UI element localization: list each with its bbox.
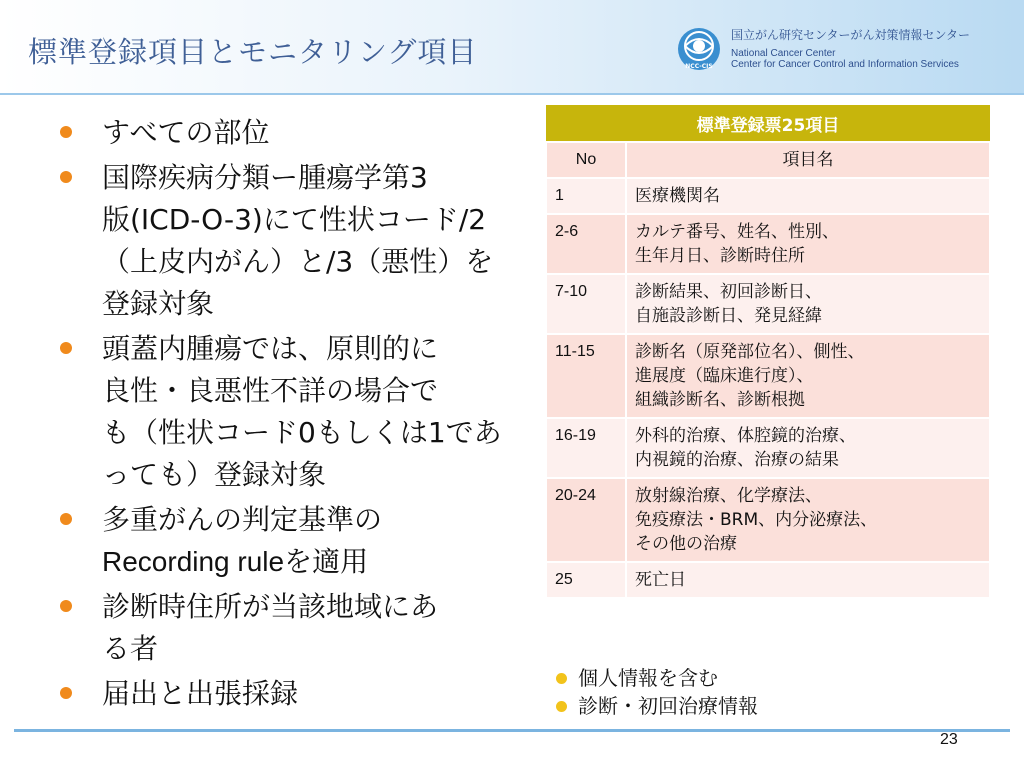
registration-items-table — [545, 105, 991, 599]
bullet-text: Recording ruleを適用 — [102, 546, 369, 577]
row-no: 1 — [546, 178, 626, 214]
bullet-text: 届出と出張採録 — [102, 677, 299, 710]
header-divider — [0, 93, 1024, 95]
note-item — [556, 664, 758, 692]
row-item-line: 内視鏡的治療、治療の結果 — [635, 450, 839, 470]
table-row — [546, 178, 990, 214]
row-item-line: カルテ番号、姓名、性別、 — [635, 222, 839, 242]
row-item-line: 生年月日、診断時住所 — [635, 246, 805, 266]
slide-title: 標準登録項目とモニタリング項目 — [28, 35, 478, 69]
bullet-dot — [60, 687, 72, 699]
bullet-text: っても）登録対象 — [102, 458, 327, 491]
bullet-text: る者 — [102, 632, 159, 665]
bullet-dot — [60, 513, 72, 525]
bullet-text: 診断時住所が当該地域にあ — [102, 590, 439, 623]
row-items — [626, 334, 990, 418]
bullet-text: （上皮内がん）と/3（悪性）を — [102, 245, 494, 278]
organization-block — [731, 26, 970, 70]
row-no: 16-19 — [546, 418, 626, 478]
row-no: 2-6 — [546, 214, 626, 274]
table-row — [546, 418, 990, 478]
note-item — [556, 692, 758, 720]
bullet-text: 登録対象 — [102, 287, 215, 320]
column-header-name: 項目名 — [626, 142, 990, 178]
ncc-logo — [676, 26, 722, 72]
row-no: 20-24 — [546, 478, 626, 562]
row-items — [626, 562, 990, 598]
bullet-text: 多重がんの判定基準の — [102, 503, 383, 536]
row-item-line: 外科的治療、体腔鏡的治療、 — [635, 426, 856, 446]
row-item-line: 免疫療法・BRM、内分泌療法、 — [635, 510, 878, 530]
bullet-item — [60, 586, 510, 670]
page-number: 23 — [940, 731, 958, 748]
table-caption: 標準登録票25項目 — [546, 105, 990, 142]
table-row — [546, 562, 990, 598]
bullet-item — [60, 157, 510, 325]
row-item-line: 自施設診断日、発見経緯 — [635, 306, 822, 326]
bullet-text: も（性状コード0もしくは1であ — [102, 416, 502, 449]
row-item-line: 進展度（臨床進行度）、 — [635, 366, 814, 386]
bullet-dot — [60, 171, 72, 183]
row-no: 25 — [546, 562, 626, 598]
row-item-line: 診断結果、初回診断日、 — [635, 282, 822, 302]
bullet-dot — [60, 600, 72, 612]
notes-list — [556, 664, 758, 720]
row-no: 11-15 — [546, 334, 626, 418]
row-items — [626, 478, 990, 562]
table-row — [546, 334, 990, 418]
bullet-text: 版(ICD-O-3)にて性状コード/2 — [102, 203, 487, 236]
row-no: 7-10 — [546, 274, 626, 334]
org-name-ja: 国立がん研究センターがん対策情報センター — [731, 28, 971, 42]
table-row — [546, 214, 990, 274]
row-items — [626, 178, 990, 214]
bullet-text: 頭蓋内腫瘍では、原則的に — [102, 332, 439, 365]
org-name-en: National Cancer Center — [731, 48, 836, 59]
bullet-text: 良性・良悪性不詳の場合で — [102, 374, 439, 407]
bullet-dot — [60, 126, 72, 138]
table-row — [546, 274, 990, 334]
row-item-line: 診断名（原発部位名）、側性、 — [635, 342, 865, 362]
row-item-line: 医療機関名 — [635, 186, 720, 206]
bullet-item — [60, 328, 510, 496]
table-row — [546, 478, 990, 562]
footer-divider — [14, 729, 1010, 732]
row-item-line: 死亡日 — [635, 570, 686, 590]
row-items — [626, 214, 990, 274]
note-dot — [556, 673, 567, 684]
row-items — [626, 274, 990, 334]
note-dot — [556, 701, 567, 712]
bullet-list — [60, 112, 510, 718]
org-subname-en: Center for Cancer Control and Information Services — [731, 59, 959, 70]
note-text: 個人情報を含む — [578, 666, 718, 690]
row-items — [626, 418, 990, 478]
logo-text: NCC-CIS — [685, 63, 713, 70]
table-header-row — [546, 142, 990, 178]
row-item-line: 放射線治療、化学療法、 — [635, 486, 822, 506]
column-header-no: No — [546, 142, 626, 178]
bullet-item — [60, 112, 510, 154]
bullet-item — [60, 673, 510, 715]
bullet-text: 国際疾病分類ー腫瘍学第3 — [102, 161, 428, 194]
bullet-dot — [60, 342, 72, 354]
row-item-line: その他の治療 — [635, 534, 737, 554]
bullet-text: すべての部位 — [102, 116, 270, 149]
note-text: 診断・初回治療情報 — [578, 694, 758, 718]
bullet-item — [60, 499, 510, 583]
row-item-line: 組織診断名、診断根拠 — [635, 390, 805, 410]
